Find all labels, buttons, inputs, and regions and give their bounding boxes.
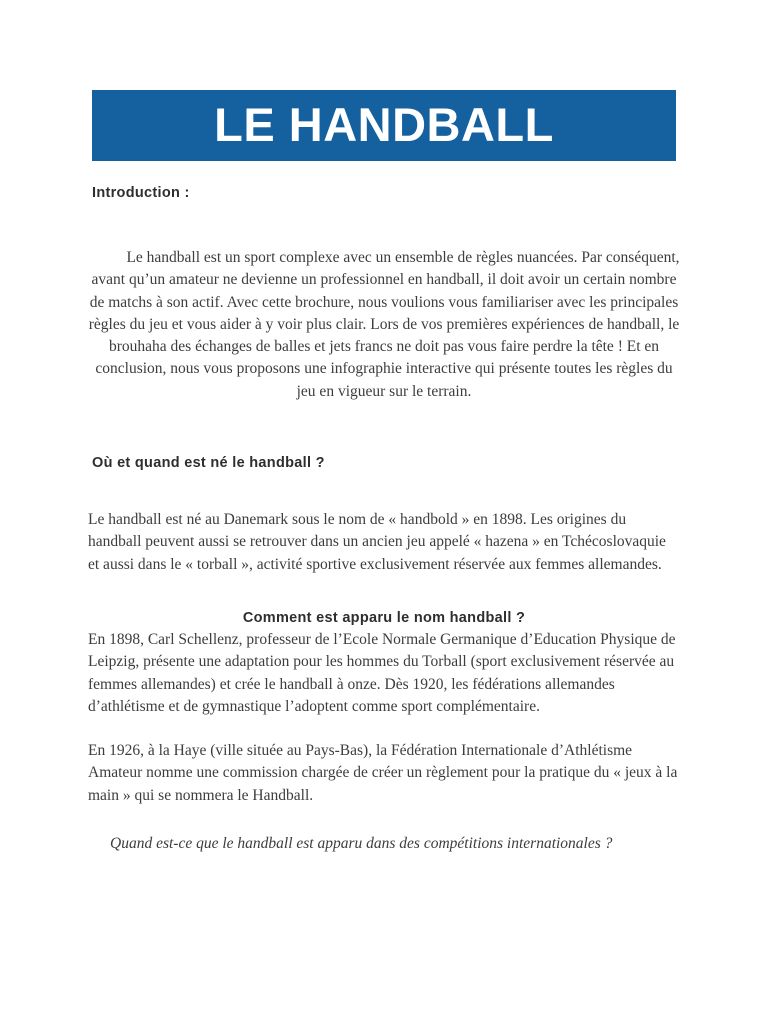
heading-comment-nom-handball: Comment est apparu le nom handball ?	[242, 609, 526, 626]
document-title-banner	[92, 90, 676, 161]
paragraph-schellenz: En 1898, Carl Schellenz, professeur de l’Ecole Normale Germanique d’Education Physique de Leipzig, présente une adaptation pour les hommes du Torball (sport exclusivement réservée au femmes allemandes) et crée le handball à onze. Dès 1920, les fédérations allemandes d’athlétisme et de gymnastique l’adoptent comme sport complémentaire.	[88, 630, 676, 715]
page-title: LE HANDBALL	[214, 98, 554, 151]
heading-introduction: Introduction :	[92, 185, 190, 201]
spacer-nom-haye	[88, 718, 680, 740]
spacer-origine-nom	[88, 576, 680, 610]
spacer-intro-origine	[88, 403, 680, 455]
heading-ou-et-quand: Où et quand est né le handball ?	[92, 455, 325, 472]
document-content	[88, 185, 680, 855]
spacer-haye-question	[88, 807, 680, 833]
paragraph-la-haye: En 1926, à la Haye (ville située au Pays-Bas), la Fédération Internationale d’Athlétisme Amateur nomme une commission chargée de créer un règlement pour la pratique du « jeux à la main » qui se nommera le Handball.	[88, 742, 678, 804]
paragraph-introduction: Le handball est un sport complexe avec un ensemble de règles nuancées. Par conséquent, avant qu’un amateur ne devienne un professionnel en handball, il doit avoir un certain nombre de matchs à son actif. Avec cette brochure, nous voulions vous familiariser avec les principales règles du jeu et vous aider à y voir plus clair. Lors de vos premières expériences de handball, le brouhaha des échanges de balles et jets francs ne doit pas vous faire perdre la tête ! Et en conclusion, nous vous proposons une infographie interactive qui présente toutes les règles du jeu en vigueur sur le terrain.	[88, 249, 680, 400]
paragraph-origine: Le handball est né au Danemark sous le nom de « handbold » en 1898. Les origines du handball peuvent aussi se retrouver dans un ancien jeu appelé « hazena » en Tchécoslovaquie et aussi dans le « torball », activité sportive exclusivement réservée aux femmes allemandes.	[88, 511, 666, 573]
question-competitions-internationales: Quand est-ce que le handball est apparu dans des compétitions internationales ?	[110, 835, 613, 853]
